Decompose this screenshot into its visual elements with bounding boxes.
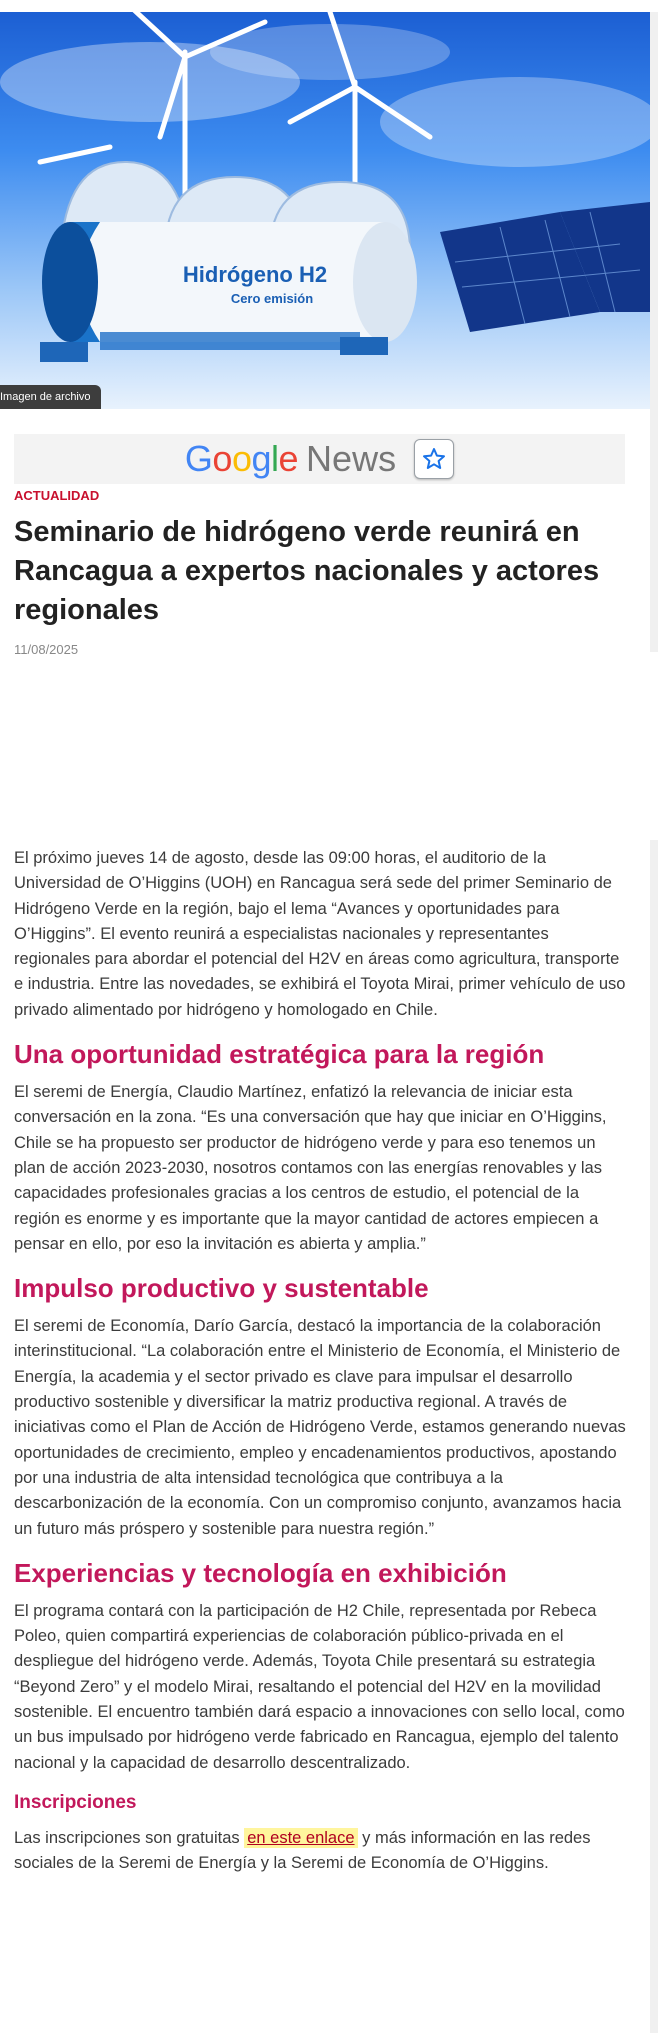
google-logo — [185, 438, 298, 480]
article-title: Seminario de hidrógeno verde reunirá en Rancagua a expertos nacionales y actores regionales — [14, 516, 600, 626]
registration-heading: Inscripciones — [14, 1791, 137, 1813]
google-letter: e — [278, 438, 299, 479]
scrollbar-track-top — [650, 12, 658, 652]
hero-image — [0, 12, 650, 409]
image-caption: Imagen de archivo — [0, 385, 101, 409]
scrollbar-track-bottom — [650, 840, 658, 2033]
registration-link[interactable]: en este enlace — [244, 1828, 357, 1848]
google-letter: g — [251, 438, 272, 479]
hydrogen-tank-illustration — [0, 12, 650, 409]
section-heading: Impulso productivo y sustentable — [14, 1273, 429, 1304]
follow-star-button[interactable] — [414, 439, 454, 479]
google-news-banner[interactable] — [14, 434, 625, 484]
tank-label: Hidrógeno H2 — [182, 262, 328, 287]
google-letter: o — [212, 438, 232, 479]
google-letter: o — [231, 438, 252, 479]
star-outline-icon — [422, 447, 446, 471]
section-paragraph: El programa contará con la participación de H2 Chile, representada por Rebeca Poleo, quien compartirá experiencias de colaboración público-privada en el despliegue del hidrógeno verde. Además, Toyota Chile presentará su estrategia “Beyond Zero” y el modelo Mirai, resaltando el potencial del H2V en la movilidad sostenible. El encuentro también dará espacio a innovaciones con sello local, como un bus impulsado por hidrógeno verde fabricado en Rancagua, ejemplo del talento nacional y la capacidad de desarrollo descentralizado. — [14, 1601, 625, 1772]
news-label: News — [306, 438, 397, 479]
section-heading: Experiencias y tecnología en exhibición — [14, 1557, 507, 1588]
registration-paragraph — [14, 1826, 626, 1877]
section-paragraph: El seremi de Energía, Claudio Martínez, enfatizó la relevancia de iniciar esta conversación en la zona. “Es una conversación que hay que iniciar en O’Higgins, Chile se ha propuesto ser productor de hidrógeno verde y para eso tenemos un plan de acción 2023-2030, nosotros contamos con las energías renovables y las capacidades profesionales gracias a los centros de estudio, el potencial de la región es enorme y es importante que la mayor cantidad de actores empiecen a pensar en ello, por eso la invitación es abierta y amplia.” — [14, 1083, 607, 1253]
article-category[interactable]: ACTUALIDAD — [14, 488, 100, 503]
article-date: 11/08/2025 — [14, 642, 79, 657]
tank-sublabel: Cero emisión — [230, 291, 314, 306]
registration-text-after: y más información en las redes sociales de la Seremi de Energía y la Seremi de Economía de O’Higgins. — [14, 1828, 591, 1873]
article-intro: El próximo jueves 14 de agosto, desde las 09:00 horas, el auditorio de la Universidad de O’Higgins (UOH) en Rancagua será sede del primer Seminario de Hidrógeno Verde en la región, bajo el lema “Avances y oportunidades para O’Higgins”. El evento reunirá a especialistas nacionales y representantes regionales para abordar el potencial del H2V en áreas como agricultura, transporte e industria. Entre las novedades, se exhibirá el Toyota Mirai, primer vehículo de uso privado alimentado por hidrógeno y homologado en Chile. — [14, 849, 626, 1019]
section-paragraph: El seremi de Economía, Darío García, destacó la importancia de la colaboración interinstitucional. “La colaboración entre el Ministerio de Economía, el Ministerio de Energía, la academia y el sector privado es clave para impulsar el desarrollo productivo sostenible y diversificar la matriz productiva regional. A través de iniciativas como el Plan de Acción de Hidrógeno Verde, estamos generando nuevas oportunidades de crecimiento, empleo y encadenamientos productivos, apostando por una industria de alta intensidad tecnológica que contribuya a la descarbonización de la economía. Con un compromiso conjunto, avanzamos hacia un futuro más próspero y sostenible para nuestra región.” — [14, 1317, 626, 1538]
section-heading: Una oportunidad estratégica para la región — [14, 1039, 545, 1070]
article-body — [14, 846, 626, 1891]
google-letter: l — [271, 438, 279, 479]
google-letter: G — [184, 438, 213, 479]
registration-text-before: Las inscripciones son gratuitas — [14, 1828, 245, 1847]
